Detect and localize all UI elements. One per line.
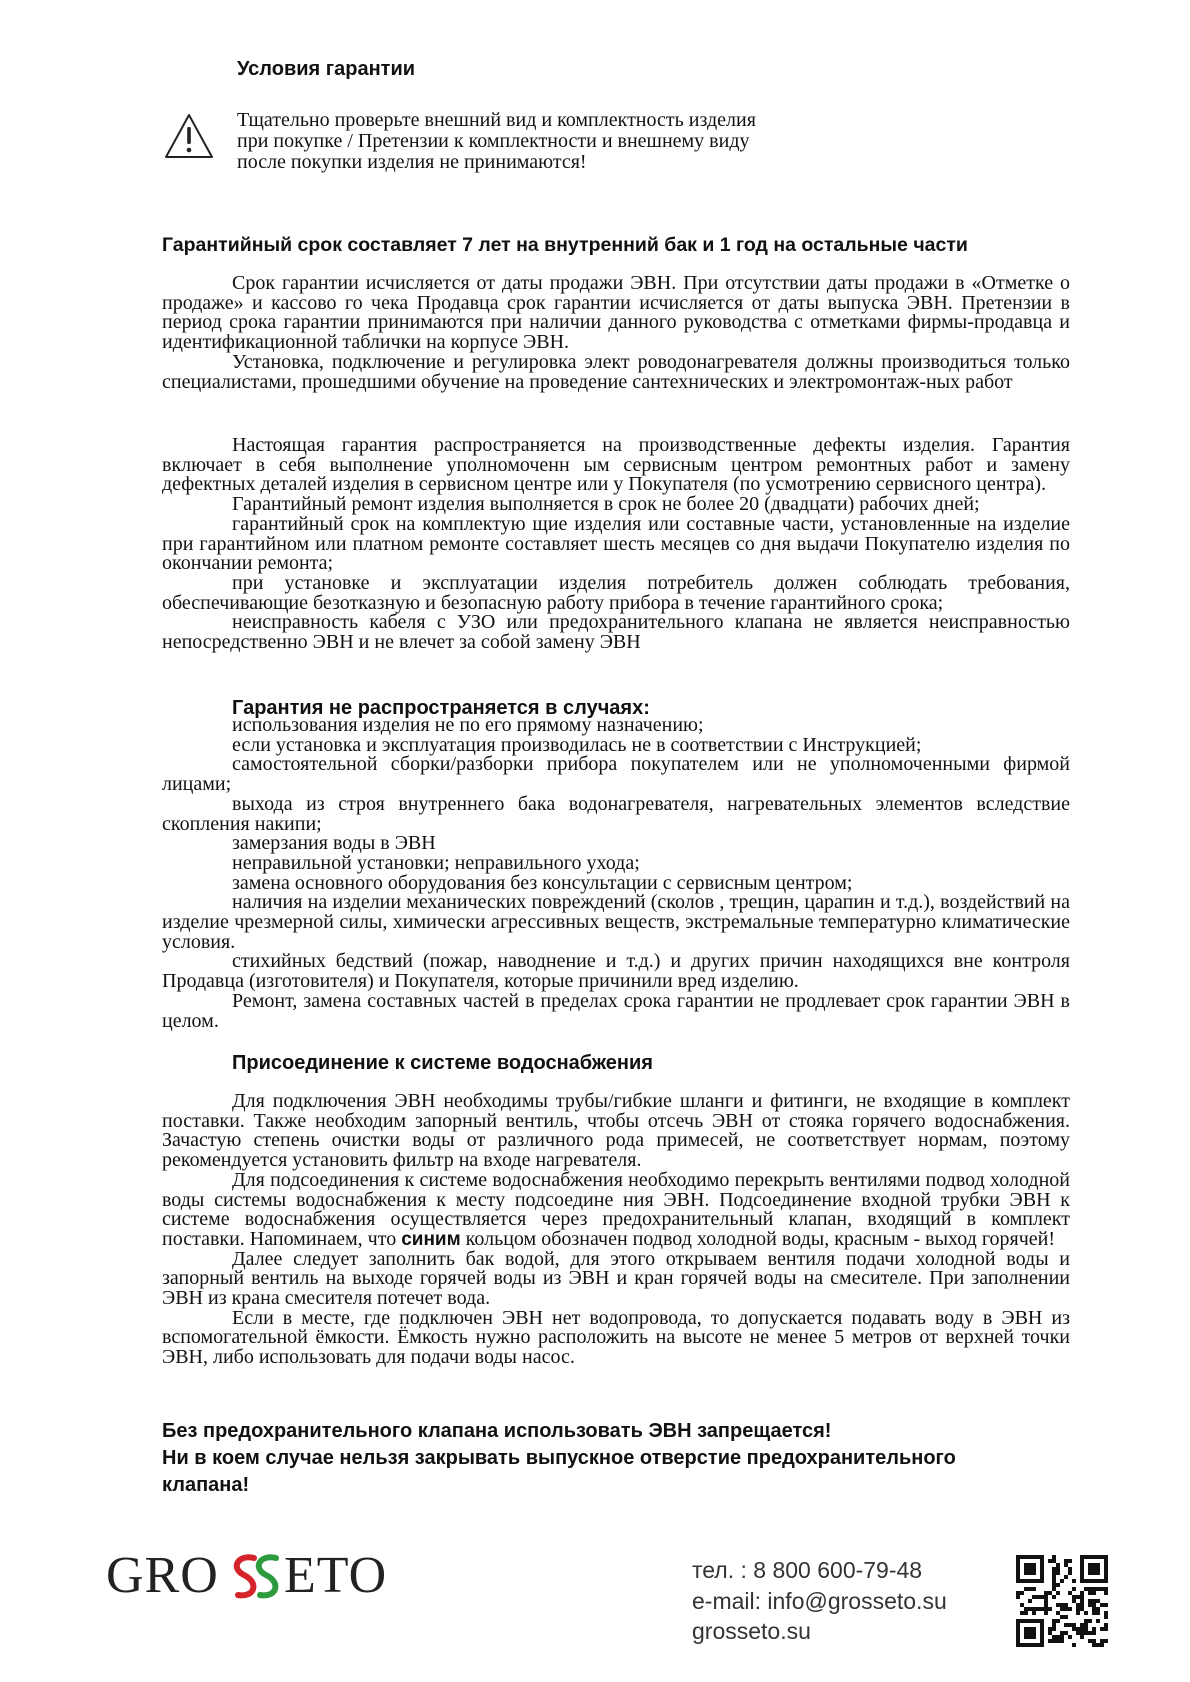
- paragraph: Далее следует заполнить бак водой, для этого открываем вентиля подачи холодной воды и запорный вентиль на выходе горячей воды из ЭВН и кран горячей воды на смесителе. При заполнении ЭВН из крана смесителя потечет вода.: [162, 1247, 1070, 1310]
- connection-section: [162, 1092, 1070, 1368]
- warning-line: клапана!: [162, 1474, 250, 1496]
- list-item: неправильной установки; неправильного ухода;: [232, 851, 640, 874]
- warranty-heading: Гарантийный срок составляет 7 лет на внутренний бак и 1 год на остальные части: [162, 234, 968, 256]
- warning-line: Тщательно проверьте внешний вид и комплектность изделия: [237, 109, 756, 131]
- contact-info: [692, 1555, 947, 1647]
- list-item: замерзания воды в ЭВН: [232, 832, 436, 855]
- svg-text:ETO: ETO: [284, 1547, 388, 1604]
- list-item: самостоятельной сборки/разборки прибора покупателем или не уполномоченными фирмой лицами;: [162, 753, 1070, 796]
- phone-number: тел. : 8 800 600-79-48: [692, 1557, 923, 1583]
- paragraph: Установка, подключение и регулировка элект роводонагревателя должны производиться только специалистами, прошедшими обучение на проведение сантехнических и электромонтаж-ных работ: [162, 350, 1070, 393]
- exclusions-list: [162, 716, 1070, 1031]
- warning-line: Ни в коем случае нельзя закрывать выпускное отверстие предохранительного: [162, 1447, 956, 1469]
- warranty-section: [162, 274, 1070, 392]
- paragraph: при установке и эксплуатации изделия потребитель должен соблюдать требования, обеспечивающие безотказную и безопасную работу прибора в течение гарантийного срока;: [162, 571, 1070, 614]
- connection-heading: Присоединение к системе водоснабжения: [232, 1052, 653, 1074]
- list-item: замена основного оборудования без консультации с сервисным центром;: [232, 871, 853, 894]
- paragraph-text: кольцом обозначен подвод холодной воды, красным - выход горячей!: [460, 1227, 1056, 1250]
- brand-logo: [104, 1540, 404, 1610]
- list-item: стихийных бедствий (пожар, наводнение и т.д.) и других причин находящихся вне контроля Продавца (изготовителя) и Покупателя, которые причинили вред изделию.: [162, 950, 1070, 993]
- warning-line: при покупке / Претензии к комплектности и внешнему виду: [237, 130, 750, 152]
- list-item: Ремонт, замена составных частей в пределах срока гарантии не продлевает срок гарантии ЭВН в целом.: [162, 989, 1070, 1032]
- paragraph: гарантийный срок на комплектую щие изделия или составные части, установленные на изделие при гарантийном или платном ремонте составляет шесть месяцев со дня выдачи Покупателю изделия по окончании ремонта;: [162, 512, 1070, 575]
- qr-code-icon: [1016, 1555, 1108, 1647]
- warning-line: после покупки изделия не принимаются!: [237, 151, 587, 173]
- warning-line: Без предохранительного клапана использовать ЭВН запрещается!: [162, 1420, 832, 1442]
- warning-triangle-icon: [163, 112, 215, 160]
- list-item: если установка и эксплуатация производилась не в соответствии с Инструкцией;: [232, 733, 922, 756]
- list-item: наличия на изделии механических повреждений (сколов , трещин, царапин и т.д.), воздействий на изделие чрезмерной силы, химически агрессивных веществ, экстремальные температурно климатические условия.: [162, 891, 1070, 953]
- page-title: Условия гарантии: [237, 58, 416, 80]
- exclusions-heading: Гарантия не распространяется в случаях:: [232, 697, 650, 719]
- website: grosseto.su: [692, 1618, 811, 1644]
- paragraph: [162, 1168, 1070, 1250]
- paragraph: Для подключения ЭВН необходимы трубы/гибкие шланги и фитинги, не входящие в комплект поставки. Также необходим запорный вентиль, чтобы отсечь ЭВН от стояка горячего водоснабжения. Зачастую степень очистки воды от различного рода примесей, не соответствует нормам, поэтому рекомендуется установить фильтр на входе нагревателя.: [162, 1090, 1070, 1172]
- final-warnings: [162, 1418, 1092, 1499]
- purchase-warning: [237, 110, 857, 173]
- list-item: выхода из строя внутреннего бака водонагревателя, нагревательных элементов вследствие скопления накипи;: [162, 792, 1070, 835]
- paragraph: неисправность кабеля с УЗО или предохранительного клапана не является неисправностью непосредственно ЭВН и не влечет за собой замену ЭВН: [162, 611, 1070, 654]
- paragraph-text: Для подсоединения к системе водоснабжения необходимо перекрыть вентилями подвод холодной воды системы водоснабжения к месту подсоедине ния ЭВН. Подсоединение входной трубки ЭВН к системе водоснабжения осуществляется через предохранительный клапан, входящий в комплект поставки. Напоминаем, что: [162, 1168, 1070, 1250]
- svg-text:GRO: GRO: [106, 1547, 219, 1604]
- paragraph: Настоящая гарантия распространяется на производственные дефекты изделия. Гарантия включает в себя выполнение уполномоченн ым сервисным центром ремонтных работ и замену дефектных деталей изделия в сервисном центре или у Покупателя (по усмотрению сервисного центра).: [162, 434, 1070, 496]
- paragraph: Гарантийный ремонт изделия выполняется в срок не более 20 (двадцати) рабочих дней;: [232, 493, 980, 516]
- paragraph: Если в месте, где подключен ЭВН нет водопровода, то допускается подавать воду в ЭВН из вспомогательной ёмкости. Ёмкость нужно расположить на высоте не менее 5 метров от верхней точки ЭВН, либо использовать для подачи воды насос.: [162, 1306, 1070, 1369]
- blue-ring-emphasis: синим: [401, 1228, 461, 1250]
- coverage-section: [162, 436, 1070, 653]
- paragraph: Срок гарантии исчисляется от даты продажи ЭВН. При отсутствии даты продажи в «Отметке о продаже» и кассово го чека Продавца срок гарантии исчисляется от даты выпуска ЭВН. Претензии в период срока гарантии принимаются при наличии данного руководства с отметками фирмы-продавца и идентификационной таблички на корпусе ЭВН.: [162, 272, 1070, 354]
- email-address: e-mail: info@grosseto.su: [692, 1587, 947, 1614]
- list-item: использования изделия не по его прямому назначению;: [232, 714, 704, 736]
